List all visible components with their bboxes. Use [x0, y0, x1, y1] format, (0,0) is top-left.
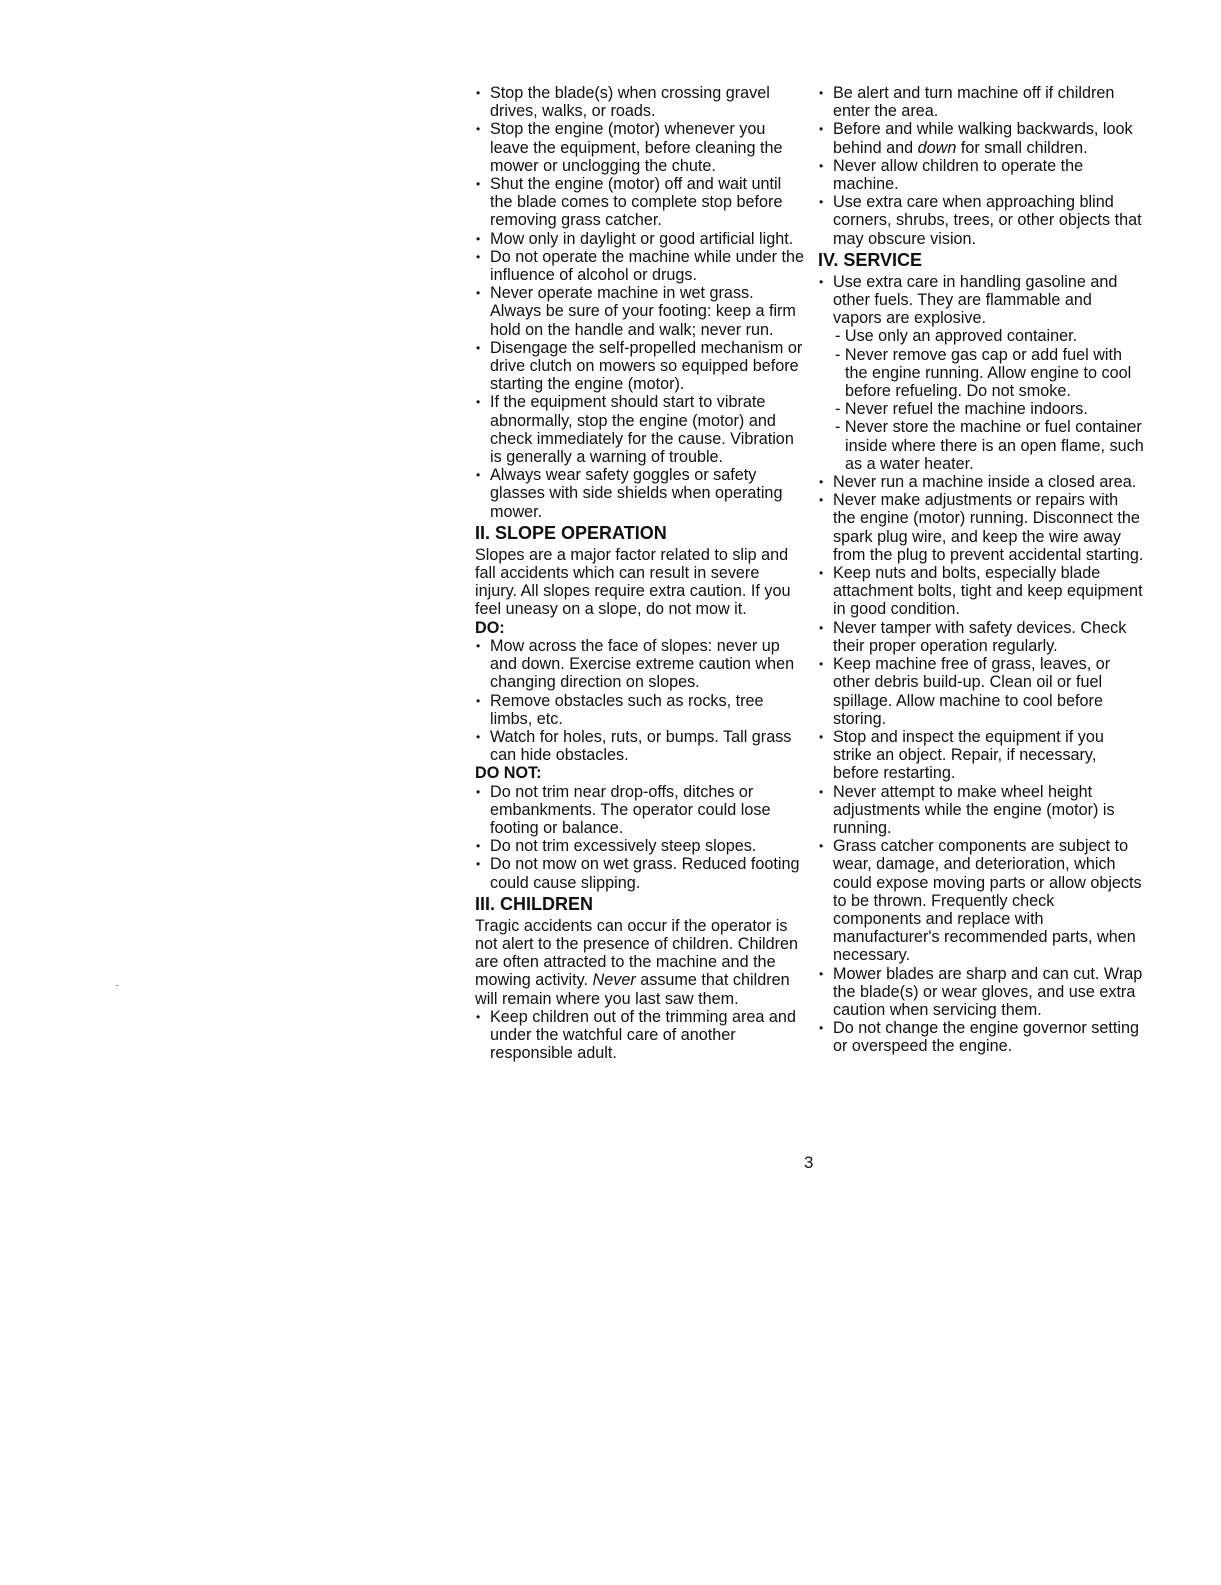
list-item: - Never remove gas cap or add fuel with the engine running. Allow engine to cool before refueling. Do not smoke.: [835, 346, 1144, 401]
list-item: • Never run a machine inside a closed area.: [818, 473, 1144, 491]
do-bullet-list: [475, 637, 805, 764]
list-item: • Mow across the face of slopes: never up and down. Exercise extreme caution when changing direction on slopes.: [475, 637, 805, 692]
list-item: • Grass catcher components are subject to wear, damage, and deterioration, which could expose moving parts or allow objects to be thrown. Frequently check components and replace with manufacturer's recommended parts, when necessary.: [818, 837, 1144, 964]
children-intro-text-b: assume that children will remain where you last saw them.: [475, 971, 790, 1008]
list-item: • Keep nuts and bolts, especially blade attachment bolts, tight and keep equipment in good condition.: [818, 564, 1144, 619]
list-item: • Do not trim near drop-offs, ditches or embankments. The operator could lose footing or balance.: [475, 783, 805, 838]
page-number: 3: [804, 1153, 814, 1172]
list-item: • Disengage the self-propelled mechanism or drive clutch on mowers so equipped before starting the engine (motor).: [475, 339, 805, 394]
list-item: • Never tamper with safety devices. Check their proper operation regularly.: [818, 619, 1144, 655]
list-item: - Never store the machine or fuel container inside where there is an open flame, such as a water heater.: [835, 418, 1144, 473]
list-item: [818, 273, 1144, 328]
children-bullet-list-right: [818, 84, 1144, 248]
list-item: • Never allow children to operate the machine.: [818, 157, 1144, 193]
list-item: • Stop the blade(s) when crossing gravel drives, walks, or roads.: [475, 84, 805, 120]
walking-text-b: for small children.: [956, 138, 1088, 157]
children-bullet-list-left: [475, 1008, 805, 1063]
list-item: [818, 120, 1144, 156]
list-item: • Do not trim excessively steep slopes.: [475, 837, 805, 855]
list-item: - Never refuel the machine indoors.: [835, 400, 1144, 418]
fuel-bullet-text: Use extra care in handling gasoline and other fuels. They are flammable and vapors are explosive.: [833, 272, 1118, 328]
list-item: • Never operate machine in wet grass. Always be sure of your footing: keep a firm hold on the handle and walk; never run.: [475, 284, 805, 339]
children-heading: III. CHILDREN: [475, 893, 594, 914]
list-item: • Never make adjustments or repairs with the engine (motor) running. Disconnect the spark plug wire, and keep the wire away from the plug to prevent accidental starting.: [818, 491, 1144, 564]
do-not-bullet-list: [475, 783, 805, 892]
right-column: [818, 84, 1144, 1056]
list-item: • Watch for holes, ruts, or bumps. Tall grass can hide obstacles.: [475, 728, 805, 764]
list-item: • Be alert and turn machine off if children enter the area.: [818, 84, 1144, 120]
list-item: • Stop the engine (motor) whenever you leave the equipment, before cleaning the mower or unclogging the chute.: [475, 120, 805, 175]
list-item: • Never attempt to make wheel height adjustments while the engine (motor) is running.: [818, 783, 1144, 838]
list-item: • Do not operate the machine while under the influence of alcohol or drugs.: [475, 248, 805, 284]
walking-text-a: Before and while walking backwards, look behind and: [833, 120, 1133, 157]
service-bullet-list: [818, 273, 1144, 328]
list-item: • Keep machine free of grass, leaves, or other debris build-up. Clean oil or fuel spillage. Allow machine to cool before storing.: [818, 655, 1144, 728]
children-intro-paragraph: [475, 917, 805, 1008]
intro-bullet-list: [475, 84, 805, 521]
slope-operation-heading: II. SLOPE OPERATION: [475, 522, 667, 543]
list-item: • Use extra care when approaching blind corners, shrubs, trees, or other objects that may obscure vision.: [818, 193, 1144, 248]
list-item: • Do not mow on wet grass. Reduced footing could cause slipping.: [475, 855, 805, 891]
list-item: • Do not change the engine governor setting or overspeed the engine.: [818, 1019, 1144, 1055]
children-intro-text-a: Tragic accidents can occur if the operator is not alert to the presence of children. Children are often attracted to the machine and the mowing activity.: [475, 916, 799, 990]
list-item: • If the equipment should start to vibrate abnormally, stop the engine (motor) and check immediately for the cause. Vibration is generally a warning of trouble.: [475, 393, 805, 466]
service-bullet-list-continued: [818, 473, 1144, 1056]
list-item: • Mow only in daylight or good artificial light.: [475, 230, 805, 248]
list-item: • Keep children out of the trimming area and under the watchful care of another responsible adult.: [475, 1008, 805, 1063]
list-item: • Always wear safety goggles or safety glasses with side shields when operating mower.: [475, 466, 805, 521]
list-item: • Mower blades are sharp and can cut. Wrap the blade(s) or wear gloves, and use extra caution when servicing them.: [818, 965, 1144, 1020]
list-item: • Stop and inspect the equipment if you strike an object. Repair, if necessary, before restarting.: [818, 728, 1144, 783]
slope-intro-paragraph: Slopes are a major factor related to slip and fall accidents which can result in severe injury. All slopes require extra caution. If you feel uneasy on a slope, do not mow it.: [475, 545, 791, 619]
do-label: DO:: [475, 618, 505, 637]
scan-speck: [116, 985, 118, 986]
children-intro-never: Never: [592, 971, 636, 990]
fuel-dash-list: [818, 327, 1144, 473]
left-column: [475, 84, 805, 1062]
list-item: • Remove obstacles such as rocks, tree limbs, etc.: [475, 692, 805, 728]
service-heading: IV. SERVICE: [818, 249, 923, 270]
list-item: • Shut the engine (motor) off and wait until the blade comes to complete stop before removing grass catcher.: [475, 175, 805, 230]
walking-text-emphasis: down: [917, 138, 957, 157]
do-not-label: DO NOT:: [475, 764, 542, 783]
list-item: - Use only an approved container.: [835, 327, 1144, 345]
